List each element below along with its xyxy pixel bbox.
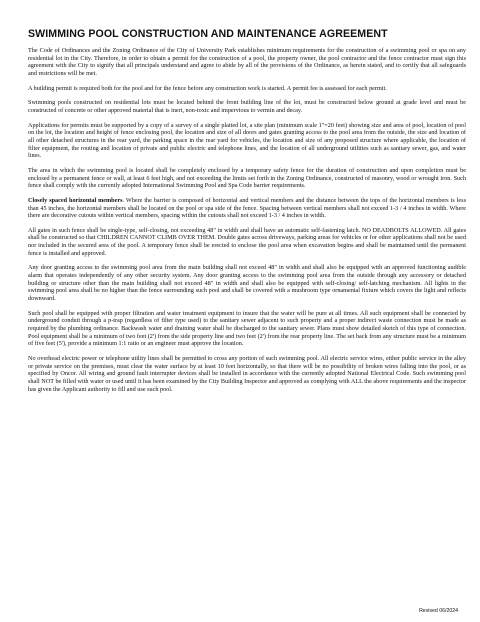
paragraph-text: Such pool shall be equipped with proper filtration and water treatment equipment to insure that the water will be pure at all times. All such equipment shall be connected by underground conduit through a p-trap (regardless of filter type used) to the sanitary sewer adjacent to such property and a proper indirect waste connection must be made as required by the plumbing ordinance. Backwash water and draining water shall be discharged to the sanitary sewer. Plans must show detailed sketch of this type of connection. Pool equipment shall be a minimum of two feet (2') from the side property line and two feet (2') from the rear property line. The set back from any structure must be a minimum of five feet (5'), provide a minimum 1:1 ratio or an engineer must approve the location.: [28, 309, 466, 348]
paragraph: [28, 85, 466, 93]
paragraph-text: Any door granting access to the swimming pool area from the main building shall not exceed 48" in width and shall also be equipped with an approved functioning audible alarm that operates independently of any other security system. Any door granting access to the swimming pool area from the outside through any accessory or detached building or structure other than the main building shall not exceed 48" in width and shall also be equipped with self-closing/ self-latching mechanism. All lights in the swimming pool area shall be no higher than the fence surrounding such pool and shall be covered with a mushroom type ornamental fixture which covers the light and reflects downward.: [28, 264, 466, 303]
paragraph: [28, 197, 466, 220]
paragraph: [28, 310, 466, 348]
document-title: SWIMMING POOL CONSTRUCTION AND MAINTENANCE AGREEMENT: [28, 28, 388, 40]
paragraph-text: All gates in such fence shall be single-type, self-closing, not exceeding 48" in width and shall have an automatic self-fastening latch. NO DEADBOLTS ALLOWED. All gates shall be constructed so that CHILDREN CANNOT CLIMB OVER THEM. Double gates across driveways, parking areas for vehicles or for other applications shall not be used nor included in the secured area of the pool. A temporary fence shall be erected to enclose the pool area when excavation begins and shall be maintained until the permanent fence is installed and approved.: [28, 226, 466, 257]
paragraph: [28, 167, 466, 190]
paragraph-text: Applications for permits must be supported by a copy of a survey of a single platted lot, a site plan (minimum scale 1"=20 feet) showing size and area of pool, location of pool on the lot, the location and height of fence enclosing pool, the location and size of all doors and gates granting access to the pool area from the outside, the size and location of all other detached structures in the rear yard, the parking space in the rear yard for vehicles, the location and size of any proposed structure where applicable, the location of filter equipment, the routing and location of private and public electric and telephone lines, and the location of all underground utilities such as sanitary sewer, gas, and water lines.: [28, 121, 466, 160]
paragraph-text: Swimming pools constructed on residential lots must be located behind the front building line of the lot, must be constructed below ground at grade level and must be constructed of concrete or other approved material that is inert, non-toxic and impervious to vermin and decay.: [28, 99, 466, 114]
revised-date: Revised 06/2024: [419, 608, 458, 614]
paragraph: [28, 264, 466, 302]
paragraph-text: No overhead electric power or telephone utility lines shall be permitted to cross any portion of such swimming pool. All electric service wires, either public service in the alley or private service on the premises, must clear the water surface by at least 10 feet horizontally, so that there will be no possibility of broken wires falling into the pool, or as specified by Oncor. All wiring and ground fault interrupter devices shall be installed in accordance with the currently adopted National Electrical Code. Such swimming pool shall NOT be filled with water or used until it has been examined by the City Building Inspector and approved as complying with ALL the above requirements and the inspector has given the Applicant authority to fill and use such pool.: [28, 355, 466, 393]
paragraph: [28, 355, 466, 393]
paragraph: [28, 227, 466, 258]
paragraph: [28, 122, 466, 160]
paragraph-text: The Code of Ordinances and the Zoning Ordinance of the City of University Park establishes minimum requirements for the construction of a swimming pool or spa on any residential lot in the City. Therefore, in order to obtain a permit for the construction of a pool, the property owner, the pool contractor and the fence contractor must sign this agreement with the City to signify that all principals understand and agree to abide by all of the provisions of the Ordinance, as herein stated, and to certify that all safeguards and restrictions will be met.: [28, 47, 466, 77]
document-body: [28, 47, 466, 400]
paragraph-text: . Where the barrier is composed of horizontal and vertical members and the distance between the tops of the horizontal members is less than 45 inches, the horizontal members shall be located on the pool or spa side of the fence. Spacing between vertical members shall not exceed 1-3 / 4 inches in width. Where there are decorative cutouts within vertical members, spacing within the cutouts shall not exceed 1-3 / 4 inches in width.: [28, 196, 466, 220]
paragraph: [28, 47, 466, 78]
paragraph-text: The area in which the swimming pool is located shall be completely enclosed by a temporary safety fence for the duration of construction and upon completion must be enclosed by a permanent fence or wall, at least 6 feet high, and not exceeding the limits set forth in the Zoning Ordinance, constructed of masonry, wood or wrought iron. Such fence shall comply with the currently adopted International Swimming Pool and Spa Code barrier requirements.: [28, 166, 466, 190]
paragraph-lead: Closely spaced horizontal members: [28, 196, 123, 204]
paragraph: [28, 99, 466, 114]
paragraph-text: A building permit is required both for the pool and for the fence before any construction work is started. A permit fee is assessed for each permit.: [28, 84, 387, 92]
